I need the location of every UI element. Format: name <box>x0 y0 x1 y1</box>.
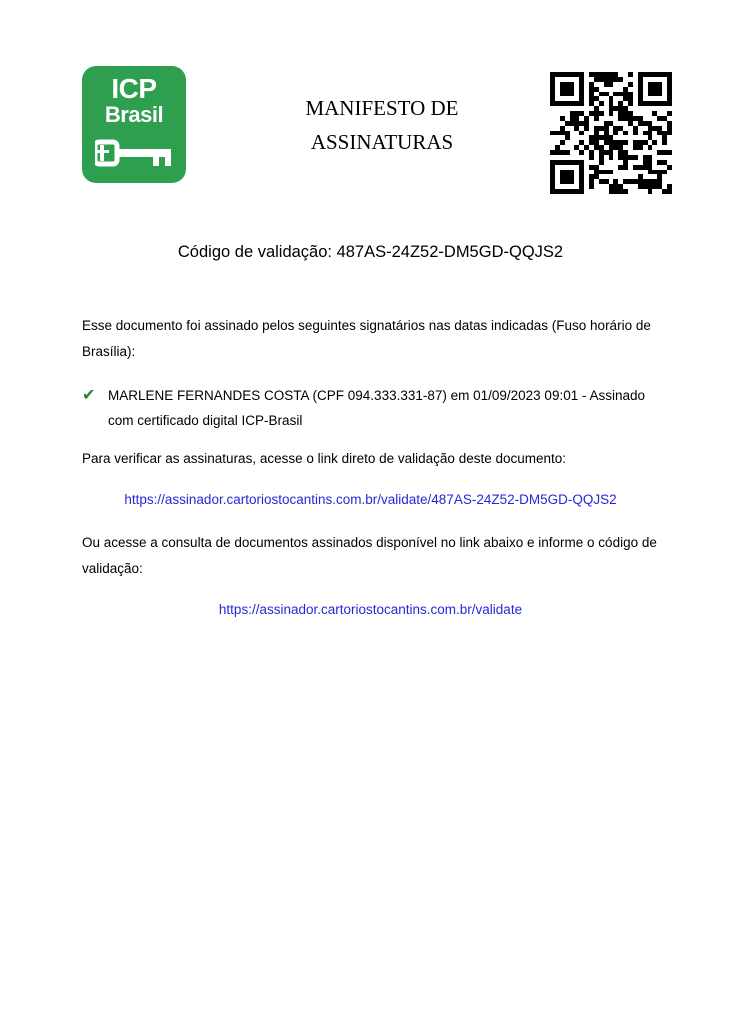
signer-details: MARLENE FERNANDES COSTA (CPF 094.333.331-87) em 01/09/2023 09:01 - Assinado com certificado digital ICP-Brasil <box>108 388 646 428</box>
icp-logo-line2: Brasil <box>104 102 164 127</box>
icp-logo-line1: ICP <box>111 73 157 104</box>
consult-paragraph: Ou acesse a consulta de documentos assinados disponível no link abaixo e informe o código de validação: <box>82 535 657 576</box>
qr-code <box>550 72 672 194</box>
icp-brasil-logo <box>82 66 186 183</box>
consult-validation-link[interactable]: https://assinador.cartoriostocantins.com.br/validate <box>218 602 523 617</box>
consult-link-container <box>0 602 741 617</box>
icp-logo-text <box>82 74 186 127</box>
direct-validation-link[interactable]: https://assinador.cartoriostocantins.com.br/validate/487AS-24Z52-DM5GD-QQJS2 <box>124 492 617 507</box>
check-icon: ✔ <box>82 387 96 404</box>
direct-validation-link-container <box>0 492 741 507</box>
verify-paragraph: Para verificar as assinaturas, acesse o link direto de validação deste documento: <box>82 451 567 466</box>
intro-paragraph: Esse documento foi assinado pelos seguintes signatários nas datas indicadas (Fuso horário de Brasília): <box>82 318 651 359</box>
signer-list-item <box>82 383 672 433</box>
key-icon <box>95 136 173 170</box>
page-title-line1: MANIFESTO DE <box>305 96 459 120</box>
document-header <box>82 66 672 186</box>
validation-code: Código de validação: 487AS-24Z52-DM5GD-QQJS2 <box>177 243 564 261</box>
page-title-line2: ASSINATURAS <box>310 130 454 154</box>
page-title <box>232 91 532 159</box>
